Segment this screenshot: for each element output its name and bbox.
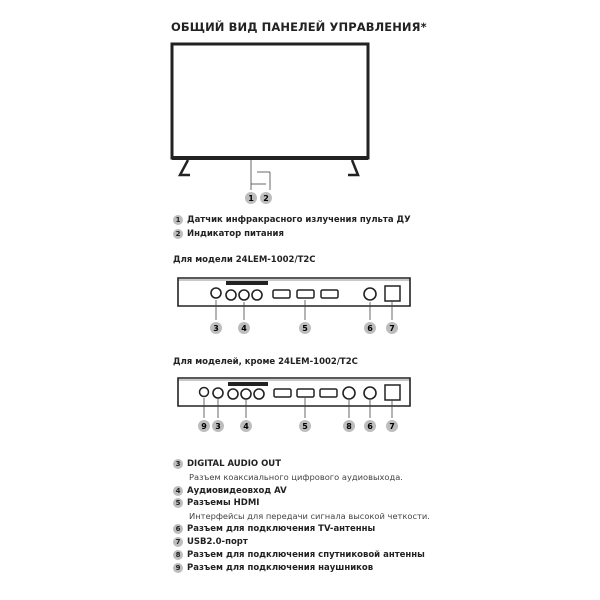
panel1-heading: Для модели 24LEM-1002/T2C <box>173 255 316 265</box>
legend-item-8 <box>173 550 425 560</box>
tv-stand-left <box>180 160 190 175</box>
legend-text: Разъем для подключения спутниковой антенны <box>187 550 425 560</box>
legend-number: 2 <box>173 229 183 239</box>
panel2-callout-5: 5 <box>302 422 308 431</box>
legend-item-6 <box>173 524 375 534</box>
legend-item-9 <box>173 563 373 573</box>
panel2-callout-4: 4 <box>243 422 249 431</box>
legend-number: 7 <box>173 537 183 547</box>
legend-number: 8 <box>173 550 183 560</box>
legend-text: USB2.0-порт <box>187 537 248 547</box>
tv-stand-right <box>348 160 358 175</box>
legend-text: DIGITAL AUDIO OUT <box>187 459 281 469</box>
panel1-diagram <box>170 270 420 342</box>
tv-screen <box>172 44 368 158</box>
legend-number: 5 <box>173 498 183 508</box>
tv-callout-1-label: 1 <box>248 194 254 203</box>
legend-number: 1 <box>173 215 183 225</box>
panel2-heading: Для моделей, кроме 24LEM-1002/T2C <box>173 357 358 367</box>
panel1-callout-6: 6 <box>367 324 373 333</box>
panel1-callout-4: 4 <box>241 324 247 333</box>
panel2-diagram <box>170 372 420 444</box>
legend-text: Разъем для подключения TV-антенны <box>187 524 376 534</box>
panel2-callout-8: 8 <box>346 422 352 431</box>
panel2-callout-6: 6 <box>367 422 373 431</box>
av-label-bar <box>228 382 268 386</box>
panel1-callout-7: 7 <box>389 324 395 333</box>
legend-number: 6 <box>173 524 183 534</box>
panel2-callout-7: 7 <box>389 422 395 431</box>
legend-text: Разъемы HDMI <box>187 498 260 508</box>
tv-illustration <box>160 38 380 208</box>
panel1-callout-5: 5 <box>302 324 308 333</box>
legend-number: 3 <box>173 459 183 469</box>
panel2-callout-9: 9 <box>201 422 207 431</box>
legend-item-7 <box>173 537 248 547</box>
panel2-callout-3: 3 <box>215 422 221 431</box>
legend-text: Разъем для подключения наушников <box>187 563 374 573</box>
legend-text: Датчик инфракрасного излучения пульта ДУ <box>187 215 411 225</box>
legend-desc-5: Интерфейсы для передачи сигнала высокой четкости. <box>189 511 430 521</box>
legend-text: Аудиовидеовход AV <box>187 486 287 496</box>
legend-item-4 <box>173 486 287 496</box>
panel1-callout-3: 3 <box>213 324 219 333</box>
legend-item-5 <box>173 498 259 508</box>
page-title: ОБЩИЙ ВИД ПАНЕЛЕЙ УПРАВЛЕНИЯ* <box>171 20 427 34</box>
legend-number: 4 <box>173 486 183 496</box>
tv-legend-item-1 <box>173 215 411 225</box>
av-label-bar <box>226 281 268 285</box>
tv-legend-item-2 <box>173 229 284 239</box>
legend-number: 9 <box>173 563 183 573</box>
tv-callout-2-label: 2 <box>263 194 269 203</box>
legend-desc-3: Разъем коаксиального цифрового аудиовыхода. <box>189 472 403 482</box>
legend-text: Индикатор питания <box>187 229 284 239</box>
legend-item-3 <box>173 459 281 469</box>
